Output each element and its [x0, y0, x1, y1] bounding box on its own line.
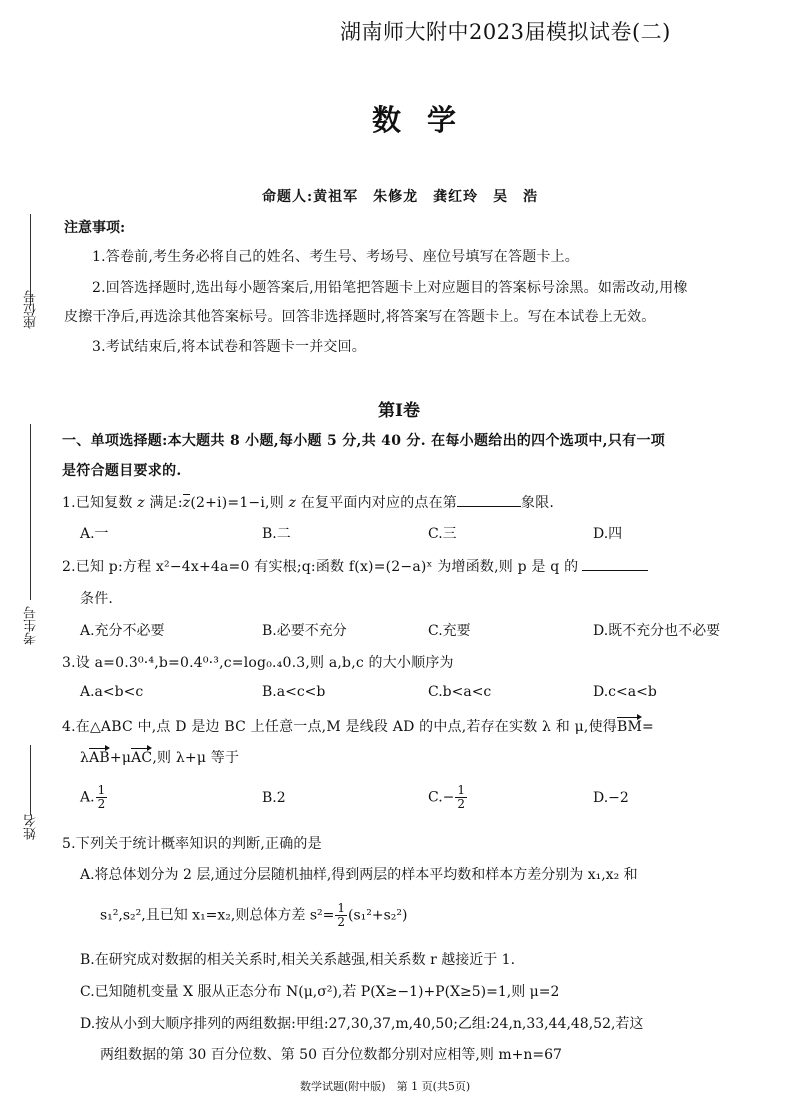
authors-line: 命题人:黄祖军 朱修龙 龚红玲 吴 浩 [262, 189, 539, 205]
q4-option-a-label: A. [80, 789, 95, 806]
q1-option-d[interactable]: D.四 [593, 526, 623, 542]
q1-option-a[interactable]: A.一 [80, 526, 109, 542]
q3-option-c[interactable]: C.b<a<c [428, 684, 492, 700]
question-1-stem: 1.已知复数 z 满足:z(2+i)=1−i,则 z 在复平面内对应的点在第 象限. [62, 495, 555, 511]
q4-tail: ,则 λ+μ 等于 [152, 750, 240, 766]
volume-title: 第Ⅰ卷 [378, 401, 420, 421]
side-rule-mid [30, 424, 31, 600]
section-heading-cont: 是符合题目要求的. [62, 463, 182, 479]
note-item: 2.回答选择题时,选出每小题答案后,用铅笔把答题卡上对应题目的答案标号涂黑。如需改动,用橡 [92, 280, 688, 296]
q1-text-c: (2+i)=1−i,则 [190, 495, 284, 511]
q1-text-e: 象限. [521, 495, 555, 511]
q1-option-b[interactable]: B.二 [262, 526, 291, 542]
answer-blank[interactable] [582, 558, 648, 571]
q3-option-a[interactable]: A.a<b<c [80, 684, 144, 700]
q5-option-a[interactable]: A.将总体划分为 2 层,通过分层随机抽样,得到两层的样本平均数和样本方差分别为 x₁,x₂ 和 [80, 867, 638, 883]
fraction-numerator: 1 [97, 783, 106, 797]
q4-lambda: λ [80, 750, 90, 766]
q3-option-b[interactable]: B.a<c<b [262, 684, 326, 700]
fraction-half [96, 784, 108, 811]
q5-option-d-cont: 两组数据的第 30 百分位数、第 50 百分位数都分别对应相等,则 m+n=67 [100, 1047, 562, 1063]
q2-option-a[interactable]: A.充分不必要 [80, 623, 165, 639]
vector-ac: AC [131, 750, 153, 766]
note-item: 3.考试结束后,将本试卷和答题卡一并交回。 [92, 339, 367, 355]
fraction-half [335, 902, 347, 929]
fraction-denominator: 2 [337, 915, 345, 929]
q4-plus-mu: +μ [109, 750, 132, 766]
note-item: 皮擦干净后,再选涂其他答案标号。回答非选择题时,将答案写在答题卡上。写在本试卷上无效。 [64, 309, 656, 325]
question-5-stem: 5.下列关于统计概率知识的判断,正确的是 [62, 836, 322, 852]
side-rule-bottom [30, 745, 31, 815]
q4-option-b[interactable]: B.2 [262, 790, 286, 806]
fraction-half [455, 784, 467, 811]
q4-eq: = [642, 719, 654, 735]
section-heading: 一、单项选择题:本大题共 8 小题,每小题 5 分,共 40 分. 在每小题给出的四个选项中,只有一项 [62, 433, 666, 449]
question-4-stem [62, 716, 654, 736]
fraction-numerator: 1 [457, 783, 466, 797]
q4-option-d[interactable]: D.−2 [593, 790, 629, 806]
fraction-denominator: 2 [457, 797, 466, 811]
answer-blank[interactable] [457, 494, 521, 507]
exam-number-label: 考生号 [24, 606, 39, 645]
question-2-stem [62, 556, 648, 576]
vector-bm: BM [616, 719, 643, 735]
q5-option-c[interactable]: C.已知随机变量 X 服从正态分布 N(μ,σ²),若 P(X≥−1)+P(X≥5)=1,则 μ=2 [80, 984, 560, 1000]
question-2-stem-cont: 条件. [80, 591, 114, 607]
q5-option-b[interactable]: B.在研究成对数据的相关关系时,相关关系越强,相关系数 r 越接近于 1. [80, 952, 516, 968]
q2-text: 2.已知 p:方程 x²−4x+4a=0 有实根;q:函数 f(x)=(2−a)ˣ 为增函数,则 p 是 q 的 [62, 559, 579, 575]
q4-option-a[interactable] [80, 784, 108, 811]
question-4-stem-cont [80, 747, 239, 767]
question-3-stem: 3.设 a=0.3⁰·⁴,b=0.4⁰·³,c=log₀.₄0.3,则 a,b,c 的大小顺序为 [62, 655, 454, 671]
q5-a-text: s₁²,s₂²,且已知 x₁=x₂,则总体方差 s²= [100, 907, 335, 924]
q1-text-b: 满足: [149, 495, 183, 511]
q2-option-d[interactable]: D.既不充分也不必要 [593, 623, 721, 639]
q4-text-a: 4.在△ABC 中,点 D 是边 BC 上任意一点,M 是线段 AD 的中点,若存在实数 λ 和 μ,使得 [62, 719, 617, 735]
page-footer: 数学试题(附中版) 第 1 页(共5页) [300, 1080, 471, 1093]
q2-option-b[interactable]: B.必要不充分 [262, 623, 347, 639]
q5-option-a-cont [100, 902, 407, 929]
q1-text-a: 1.已知复数 [62, 495, 133, 511]
note-item: 1.答卷前,考生务必将自己的姓名、考生号、考场号、座位号填写在答题卡上。 [92, 249, 580, 265]
q4-option-c-label: C.− [428, 789, 455, 806]
fraction-denominator: 2 [97, 797, 106, 811]
exam-title: 湖南师大附中2023届模拟试卷(二) [340, 20, 671, 44]
subject-title: 数学 [372, 103, 483, 137]
fraction-numerator: 1 [337, 901, 345, 915]
q5-a-text-tail: (s₁²+s₂²) [347, 907, 408, 924]
q3-option-d[interactable]: D.c<a<b [593, 684, 657, 700]
q4-option-c[interactable] [428, 784, 468, 811]
name-label: 姓名 [24, 814, 39, 840]
vector-ab: AB [89, 750, 110, 766]
q1-option-c[interactable]: C.三 [428, 526, 457, 542]
q5-option-d[interactable]: D.按从小到大顺序排列的两组数据:甲组:27,30,37,m,40,50;乙组:24,n,33,44,48,52,若这 [80, 1016, 644, 1032]
q1-text-d: 在复平面内对应的点在第 [300, 495, 457, 511]
q2-option-c[interactable]: C.充要 [428, 623, 471, 639]
notes-title: 注意事项: [64, 220, 126, 236]
seat-number-label: 座位号 [24, 290, 39, 329]
